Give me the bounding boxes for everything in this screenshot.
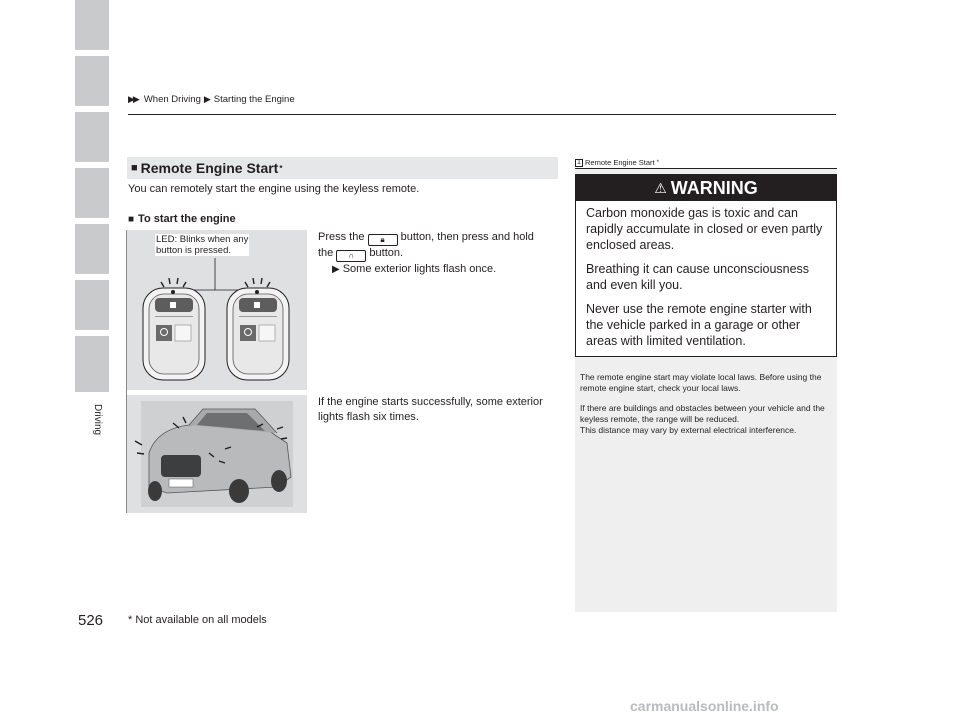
warning-paragraph: Breathing it can cause unconsciousness and even kill you. (586, 262, 810, 292)
remote-start-button-icon: ∩ (336, 250, 366, 262)
sidebar-tab (75, 112, 109, 162)
note-header-asterisk: * (656, 159, 660, 166)
vehicle-figure (127, 395, 307, 513)
note-paragraph: This distance may vary by external electrical interference. (580, 425, 797, 435)
sidebar-tab (75, 224, 109, 274)
note-header-text[interactable]: Remote Engine Start (585, 158, 655, 167)
note-paragraph: If there are buildings and obstacles between your vehicle and the keyless remote, the range will be reduced. (580, 403, 825, 424)
step-result (318, 262, 553, 277)
subhead-square-icon: ■ (128, 213, 135, 225)
lock-button-icon: 🔒︎ (368, 234, 398, 246)
note-body (580, 372, 828, 445)
note-number-icon: 1 (575, 159, 583, 167)
intro-text: You can remotely start the engine using the keyless remote. (128, 183, 420, 195)
footnote: * Not available on all models (128, 614, 267, 626)
led-callout (155, 234, 249, 256)
step-the-text: the (318, 247, 334, 259)
watermark: carmanualsonline.info (630, 698, 779, 714)
section-asterisk: * (279, 163, 283, 173)
breadcrumb-arrow-icon: ▶▶ (128, 94, 138, 104)
step-press-text: Press the (318, 231, 365, 243)
subheading-text: To start the engine (138, 213, 236, 225)
step-button-text: button. (369, 247, 404, 259)
warning-box (575, 174, 837, 357)
vehicle-illustration (127, 395, 307, 513)
blink-icon (161, 278, 270, 287)
step-instructions (318, 230, 553, 277)
top-rule (128, 114, 836, 115)
section-square-icon: ■ (131, 162, 138, 174)
step-then-text: button, then press and hold (400, 231, 534, 243)
warning-paragraph: Carbon monoxide gas is toxic and can rapidly accumulate in closed or even partly enclosed areas. (586, 206, 823, 252)
page-number: 526 (78, 612, 104, 629)
step-result-text: Some exterior lights flash once. (342, 263, 497, 275)
sidebar-tab-active (75, 336, 109, 392)
warning-title: WARNING (670, 177, 758, 198)
sidebar-tab (75, 56, 109, 106)
warning-triangle-icon: ⚠ (654, 179, 667, 196)
led-callout-line1: LED: Blinks when any (156, 234, 249, 245)
sidebar-tab (75, 0, 109, 50)
note-header (575, 157, 837, 168)
section-title: Remote Engine Start (140, 160, 279, 176)
keyfob-right-icon (227, 288, 289, 380)
section-heading (127, 157, 558, 179)
warning-header (576, 175, 836, 201)
breadcrumb-section[interactable]: When Driving (143, 94, 201, 105)
breadcrumb-page[interactable]: Starting the Engine (213, 94, 295, 105)
sidebar-tab (75, 168, 109, 218)
sidebar-label: Driving (92, 404, 103, 436)
subheading (128, 213, 236, 225)
keyfob-left-icon (143, 288, 205, 380)
sidebar-tab (75, 280, 109, 330)
warning-body (576, 201, 836, 349)
note-paragraph: The remote engine start may violate local laws. Before using the remote engine start, check your local laws. (580, 372, 822, 393)
result-arrow-icon: ▶ (332, 264, 340, 275)
breadcrumb-arrow-icon: ▶ (203, 94, 211, 104)
led-callout-line2: button is pressed. (156, 245, 231, 256)
step2-text: If the engine starts successfully, some exterior lights flash six times. (318, 396, 543, 423)
warning-paragraph: Never use the remote engine starter with the vehicle parked in a garage or other areas with limited ventilation. (586, 302, 812, 348)
breadcrumb (128, 94, 295, 105)
note-rule (575, 168, 837, 169)
